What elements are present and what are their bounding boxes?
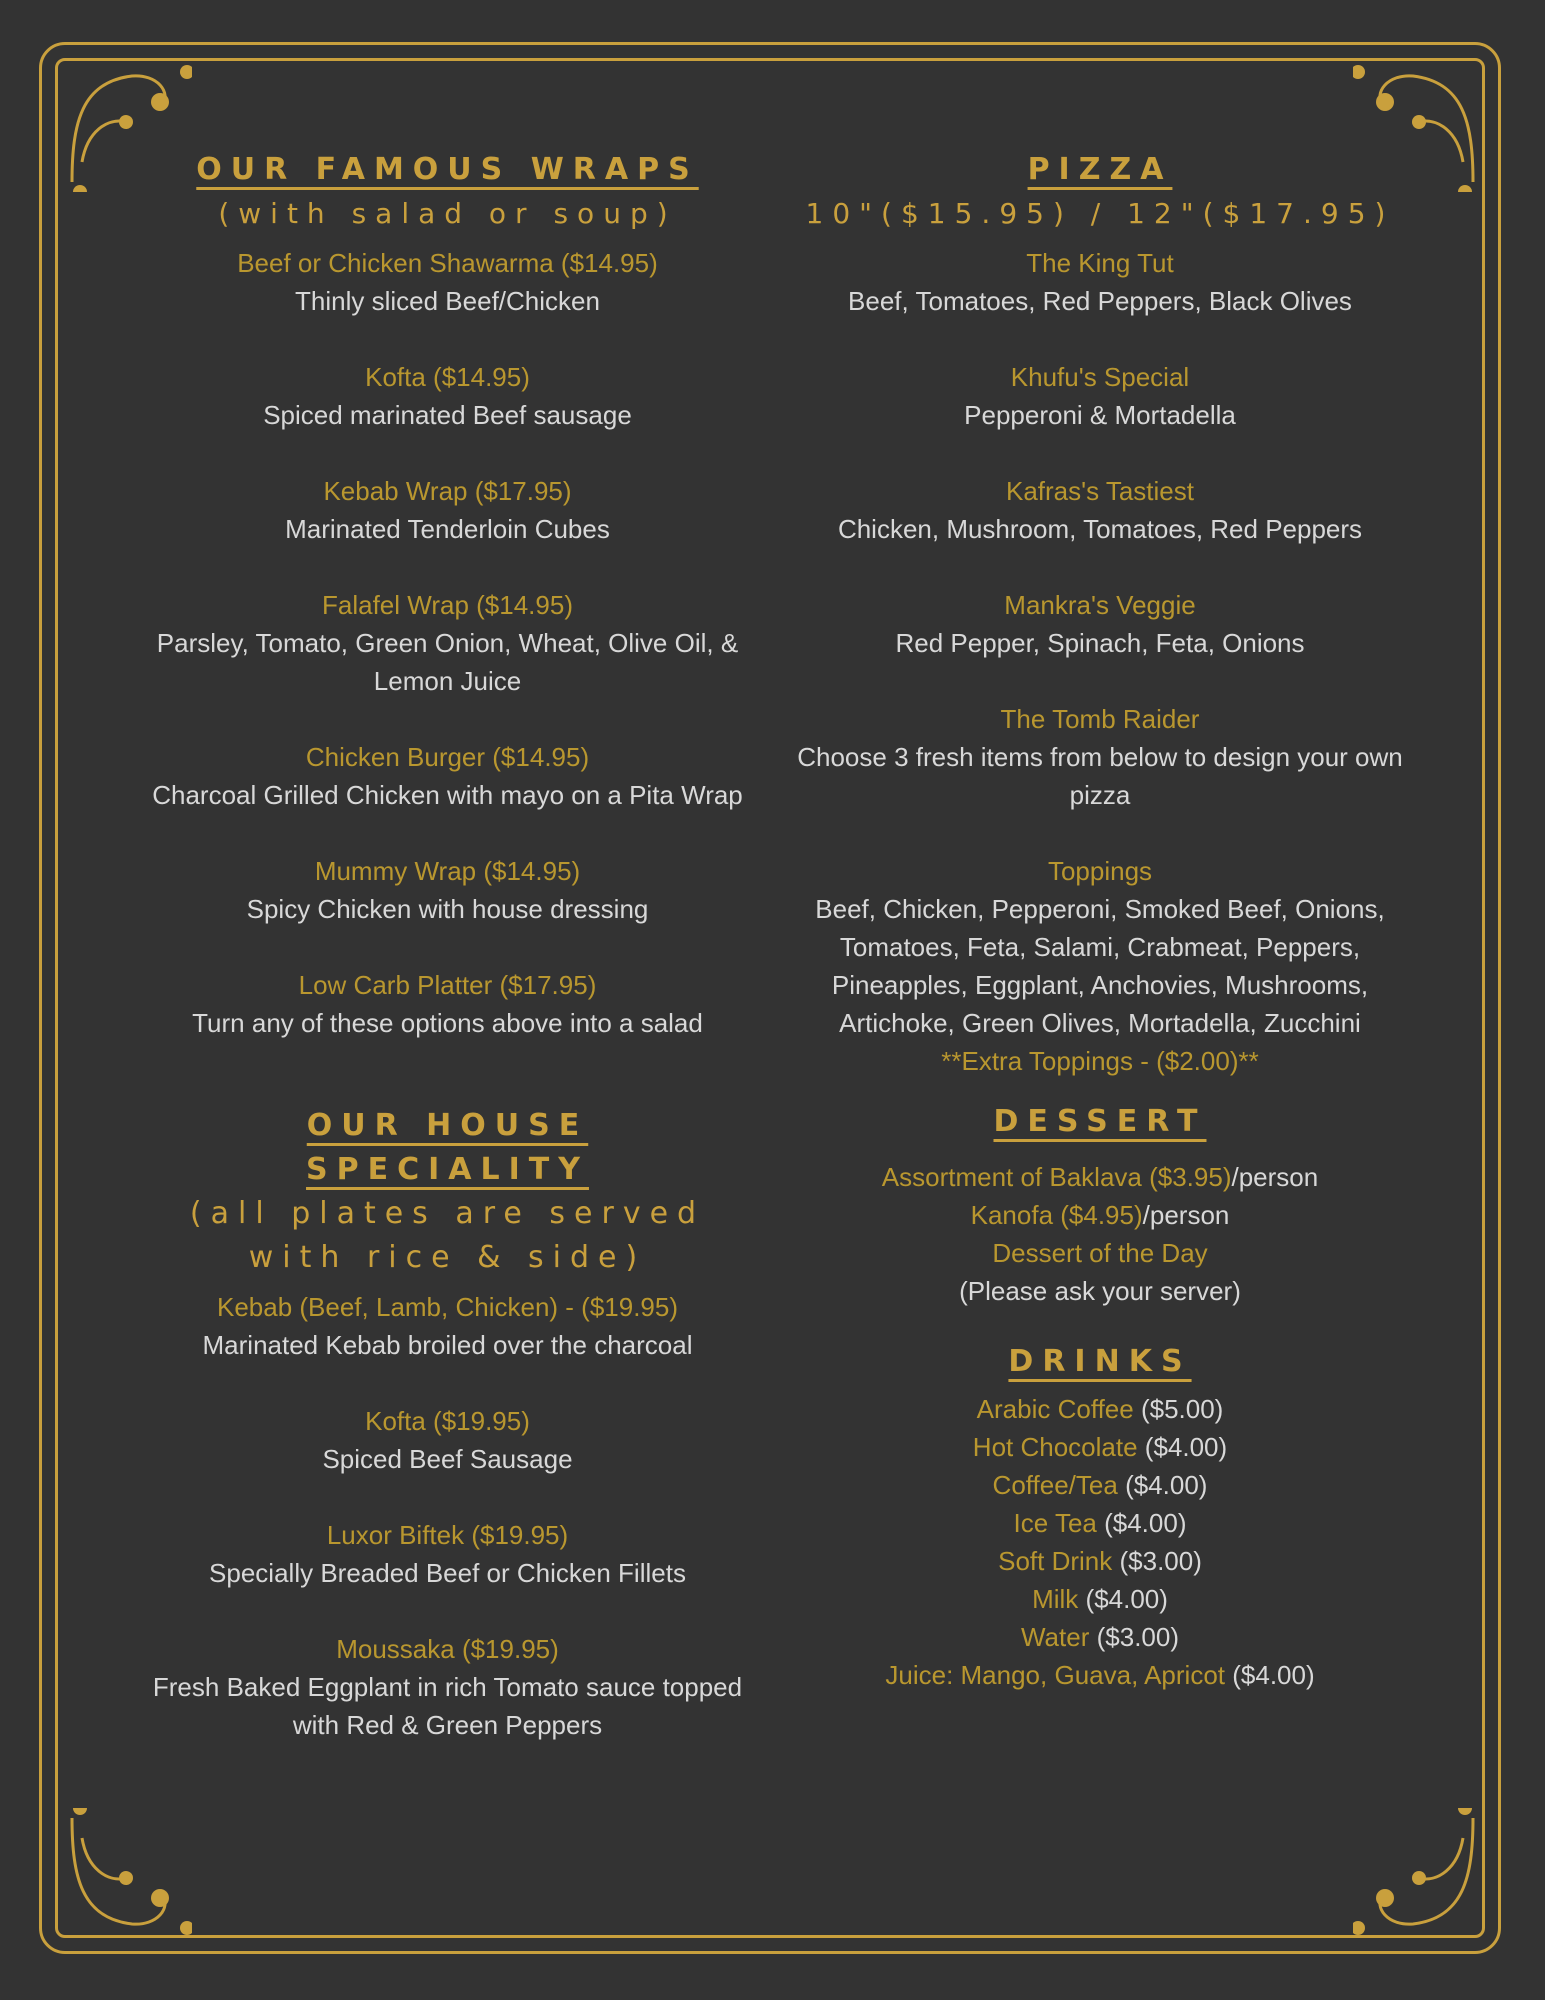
dessert-note: (Please ask your server) xyxy=(959,1276,1241,1306)
menu-item xyxy=(790,586,1410,662)
item-description: Chicken, Mushroom, Tomatoes, Red Peppers xyxy=(837,514,1363,544)
item-name: Mankra's Veggie xyxy=(1004,590,1196,620)
item-suffix: /person xyxy=(1231,1162,1319,1192)
drink-item xyxy=(790,1466,1410,1504)
item-description: Charcoal Grilled Chicken with mayo on a Pita Wrap xyxy=(152,780,743,810)
wraps-subheading: (with salad or soup) xyxy=(218,197,677,230)
item-name: Chicken Burger ($14.95) xyxy=(305,742,590,772)
item-name: Arabic Coffee xyxy=(976,1394,1134,1424)
item-name: Falafel Wrap ($14.95) xyxy=(322,590,573,620)
extra-toppings-note: **Extra Toppings - ($2.00)** xyxy=(941,1046,1259,1076)
drink-item xyxy=(790,1618,1410,1656)
drink-item xyxy=(790,1542,1410,1580)
item-name: Kafras's Tastiest xyxy=(1005,476,1194,506)
item-description: Choose 3 fresh items from below to design your own pizza xyxy=(797,742,1403,810)
item-description: Spiced Beef Sausage xyxy=(322,1444,573,1474)
item-description: Thinly sliced Beef/Chicken xyxy=(295,286,600,316)
house-heading: OUR HOUSE SPECIALITY xyxy=(306,1108,589,1187)
menu-item xyxy=(790,244,1410,320)
item-name: Hot Chocolate xyxy=(972,1432,1138,1462)
item-name: Coffee/Tea xyxy=(992,1470,1118,1500)
drink-item xyxy=(790,1580,1410,1618)
item-price: ($4.00) xyxy=(1104,1508,1187,1538)
item-description: Parsley, Tomato, Green Onion, Wheat, Olive Oil, & Lemon Juice xyxy=(156,628,739,696)
wraps-heading: OUR FAMOUS WRAPS xyxy=(196,152,699,187)
dessert-item xyxy=(790,1196,1410,1234)
drink-item xyxy=(790,1428,1410,1466)
drink-item xyxy=(790,1390,1410,1428)
item-description: Specially Breaded Beef or Chicken Fillets xyxy=(209,1558,686,1588)
item-description: Red Pepper, Spinach, Feta, Onions xyxy=(895,628,1305,658)
item-name: Kanofa ($4.95) xyxy=(970,1200,1143,1230)
item-name: Dessert of the Day xyxy=(992,1238,1208,1268)
menu-item xyxy=(135,966,760,1042)
item-name: Kebab Wrap ($17.95) xyxy=(323,476,572,506)
menu-item xyxy=(790,700,1410,814)
item-name: Assortment of Baklava ($3.95) xyxy=(881,1162,1232,1192)
item-name: Ice Tea xyxy=(1013,1508,1097,1538)
item-description: Beef, Tomatoes, Red Peppers, Black Olives xyxy=(848,286,1352,316)
item-name: Water xyxy=(1020,1622,1090,1652)
item-name: Kofta ($14.95) xyxy=(365,362,530,392)
left-column xyxy=(135,148,760,1782)
item-name: Soft Drink xyxy=(998,1546,1113,1576)
menu-item xyxy=(135,244,760,320)
flourish-ornament xyxy=(1353,1808,1483,1938)
item-price: ($3.00) xyxy=(1119,1546,1202,1576)
menu-item xyxy=(135,852,760,928)
item-name: The Tomb Raider xyxy=(1000,704,1200,734)
dessert-item xyxy=(790,1158,1410,1196)
item-name: The King Tut xyxy=(1026,248,1174,278)
menu-item xyxy=(135,738,760,814)
item-description: Marinated Kebab broiled over the charcoal xyxy=(202,1330,693,1360)
drink-item xyxy=(790,1656,1410,1694)
item-description: Spiced marinated Beef sausage xyxy=(263,400,632,430)
pizza-subheading: 10"($15.95) / 12"($17.95) xyxy=(805,197,1395,230)
item-name: Juice: Mango, Guava, Apricot xyxy=(885,1660,1225,1690)
item-description: Turn any of these options above into a salad xyxy=(192,1008,703,1038)
item-description: Pepperoni & Mortadella xyxy=(964,400,1236,430)
menu-item xyxy=(790,358,1410,434)
dessert-heading: DESSERT xyxy=(993,1104,1207,1139)
house-subheading: (all plates are served with rice & side) xyxy=(189,1196,706,1275)
menu-item xyxy=(135,1516,760,1592)
menu-item xyxy=(135,586,760,700)
item-price: ($5.00) xyxy=(1140,1394,1224,1424)
pizza-heading: PIZZA xyxy=(1027,152,1173,187)
flourish-ornament xyxy=(62,1808,192,1938)
item-price: ($4.00) xyxy=(1125,1470,1208,1500)
item-name: Low Carb Platter ($17.95) xyxy=(298,970,597,1000)
item-description: Spicy Chicken with house dressing xyxy=(246,894,649,924)
item-name: Kebab (Beef, Lamb, Chicken) - ($19.95) xyxy=(216,1292,679,1322)
right-column xyxy=(790,148,1410,1694)
menu-item xyxy=(135,472,760,548)
toppings-list xyxy=(790,852,1410,1080)
item-price: ($4.00) xyxy=(1085,1584,1168,1614)
item-name: Mummy Wrap ($14.95) xyxy=(314,856,581,886)
item-description: Beef, Chicken, Pepperoni, Smoked Beef, Onions, Tomatoes, Feta, Salami, Crabmeat, Peppers, Pineapples, Eggplant, Anchovies, Mushrooms, Artichoke, Green Olives, Mortadella, Zucchini xyxy=(815,894,1385,1038)
drinks-heading: DRINKS xyxy=(1008,1344,1192,1379)
item-price: ($4.00) xyxy=(1232,1660,1315,1690)
item-description: Marinated Tenderloin Cubes xyxy=(285,514,610,544)
menu-item xyxy=(790,472,1410,548)
menu-item xyxy=(135,1402,760,1478)
item-name: Kofta ($19.95) xyxy=(365,1406,530,1436)
item-price: ($3.00) xyxy=(1096,1622,1179,1652)
item-name: Toppings xyxy=(1047,856,1153,886)
item-name: Moussaka ($19.95) xyxy=(336,1634,559,1664)
menu-item xyxy=(135,1288,760,1364)
item-name: Beef or Chicken Shawarma ($14.95) xyxy=(237,248,658,278)
item-name: Luxor Biftek ($19.95) xyxy=(326,1520,569,1550)
dessert-item xyxy=(790,1234,1410,1272)
menu-item xyxy=(135,358,760,434)
item-description: Fresh Baked Eggplant in rich Tomato sauce topped with Red & Green Peppers xyxy=(152,1672,743,1740)
drink-item xyxy=(790,1504,1410,1542)
item-suffix: /person xyxy=(1142,1200,1230,1230)
item-name: Khufu's Special xyxy=(1010,362,1190,392)
item-name: Milk xyxy=(1032,1584,1079,1614)
item-price: ($4.00) xyxy=(1144,1432,1228,1462)
menu-item xyxy=(135,1630,760,1744)
